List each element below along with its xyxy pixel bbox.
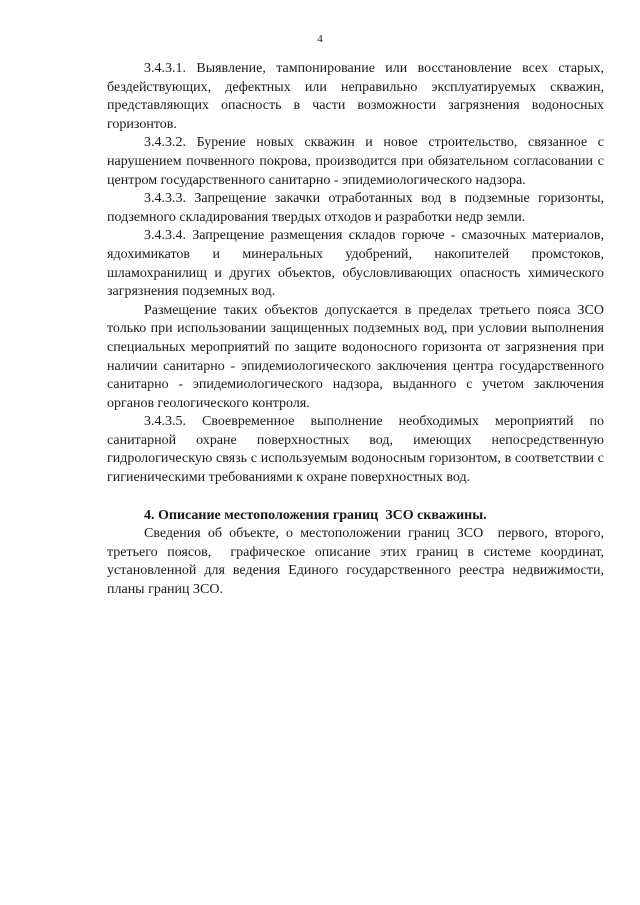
clause-3-4-3-5: 3.4.3.5. Своевременное выполнение необходимых мероприятий по санитарной охране поверхностных вод, имеющих непосредственную гидрологическую связь с используемым водоносным горизонтом, в соответствии с гигиеническими требованиями к охране поверхностных вод. [107,414,604,486]
section-4-paragraph: Сведения об объекте, о местоположении границ ЗСО первого, второго, третьего поясов, графическое описание этих границ в системе координат, установленной для ведения Единого государственного реестра недвижимости, планы границ ЗСО. [107,526,608,598]
clause-3-4-3-2: 3.4.3.2. Бурение новых скважин и новое строительство, связанное с нарушением почвенного покрова, производится при обязательном согласовании с центром государственного санитарно - эпидемиологического надзора. [107,135,604,188]
document-body [107,60,608,600]
placement-conditions-paragraph: Размещение таких объектов допускается в пределах третьего пояса ЗСО только при использовании защищенных подземных вод, при условии выполнения специальных мероприятий по защите водоносного горизонта от загрязнения при наличии санитарно - эпидемиологического заключения центра государственного санитарно - эпидемиологического надзора, выданного с учетом заключения органов геологического контроля. [107,302,604,411]
section-4-heading: 4. Описание местоположения границ ЗСО скважины. [144,507,487,523]
clause-3-4-3-1: 3.4.3.1. Выявление, тампонирование или восстановление всех старых, бездействующих, дефектных или неправильно эксплуатируемых скважин, представляющих опасность в части возможности загрязнения водоносных горизонтов. [107,61,604,132]
clause-3-4-3-4: 3.4.3.4. Запрещение размещения складов горюче - смазочных материалов, ядохимикатов и минеральных удобрений, накопителей промстоков, шламохранилищ и других объектов, обусловливающих опасность химического загрязнения подземных вод. [107,228,604,300]
page-number: 4 [317,33,323,45]
clause-3-4-3-3: 3.4.3.3. Запрещение закачки отработанных вод в подземные горизонты, подземного складирования твердых отходов и разработки недр земли. [107,191,604,225]
